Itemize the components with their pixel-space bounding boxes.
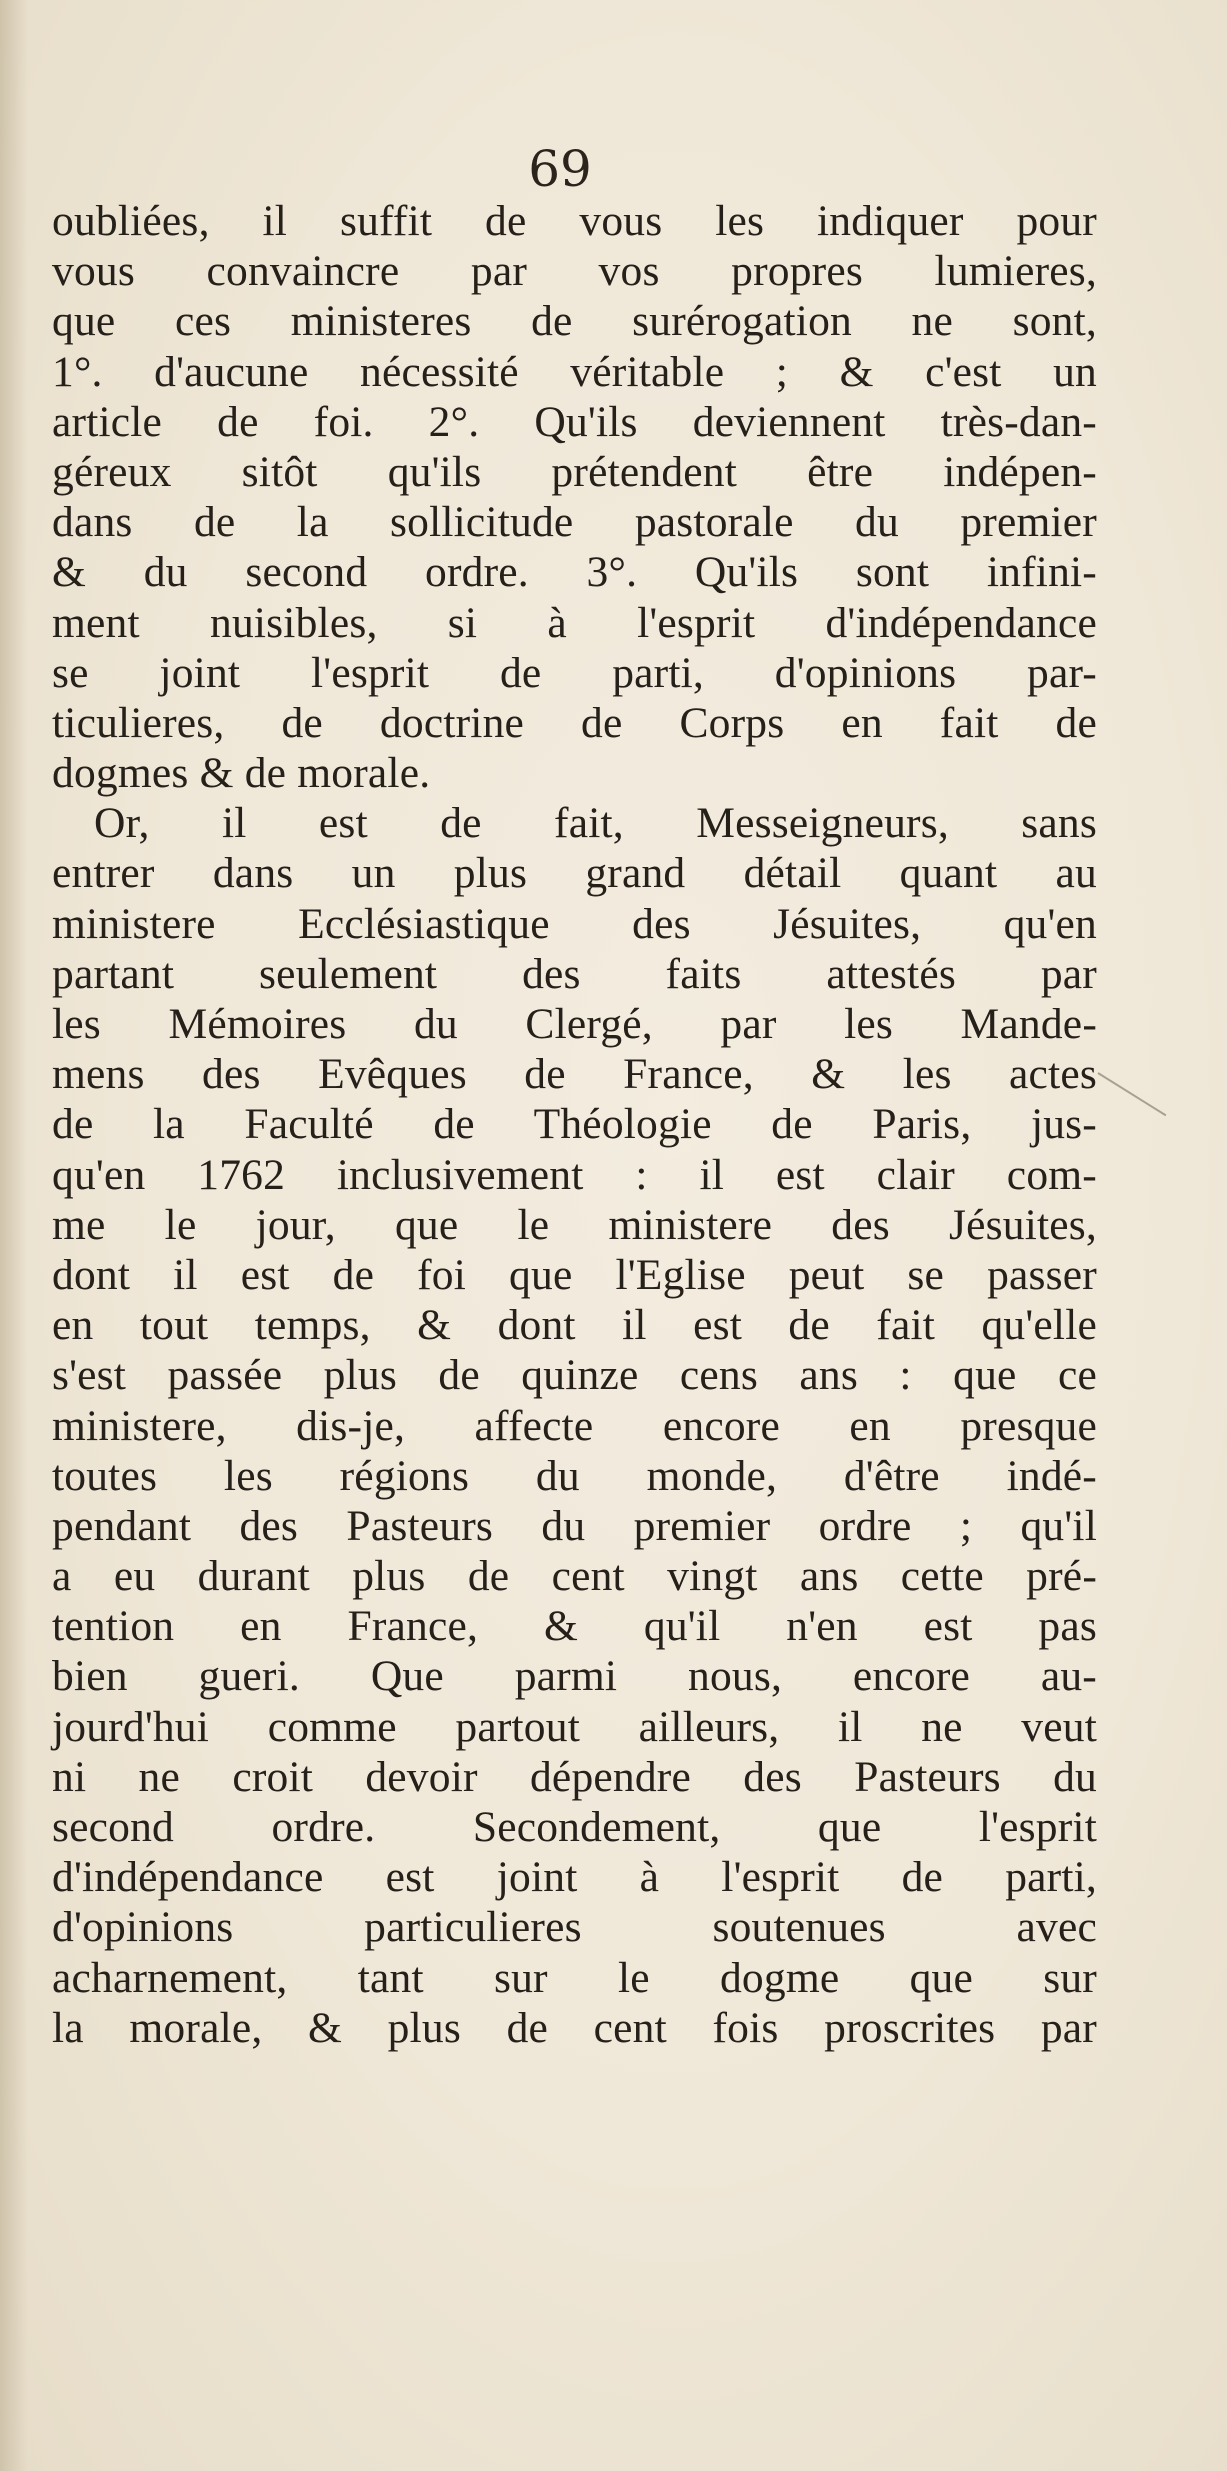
text-line: jourd'hui comme partout ailleurs, il ne veut bbox=[52, 1702, 1097, 1751]
text-line: les Mémoires du Clergé, par les Mande- bbox=[52, 1000, 1097, 1048]
text-line: d'opinions particulieres soutenues avec bbox=[52, 1903, 1097, 1952]
gutter-shadow bbox=[0, 0, 28, 2471]
text-line: second ordre. Secondement, que l'esprit bbox=[52, 1803, 1097, 1851]
text-line: bien gueri. Que parmi nous, encore au- bbox=[52, 1652, 1097, 1701]
text-line: s'est passée plus de quinze cens ans : que ce bbox=[52, 1351, 1097, 1400]
text-line: oubliées, il suffit de vous les indiquer pour bbox=[52, 197, 1097, 245]
text-line: partant seulement des faits attestés par bbox=[52, 949, 1097, 998]
text-line: qu'en 1762 inclusivement : il est clair com- bbox=[52, 1150, 1097, 1199]
text-line: géreux sitôt qu'ils prétendent être indépen- bbox=[52, 447, 1097, 496]
text-line: a eu durant plus de cent vingt ans cette pré- bbox=[52, 1552, 1097, 1601]
text-line: Or, il est de fait, Messeigneurs, sans bbox=[94, 799, 1097, 848]
text-line: la morale, & plus de cent fois proscrites par bbox=[52, 2003, 1097, 2052]
text-line: de la Faculté de Théologie de Paris, jus- bbox=[52, 1100, 1097, 1149]
text-line: mens des Evêques de France, & les actes bbox=[52, 1050, 1097, 1099]
text-line: d'indépendance est joint à l'esprit de parti, bbox=[52, 1853, 1097, 1902]
text-line: & du second ordre. 3°. Qu'ils sont infini- bbox=[52, 548, 1097, 597]
text-line: dogmes & de morale. bbox=[52, 749, 431, 798]
text-line: me le jour, que le ministere des Jésuites, bbox=[52, 1200, 1097, 1249]
text-line: article de foi. 2°. Qu'ils deviennent très-dan- bbox=[52, 397, 1097, 446]
page-number: 69 bbox=[528, 140, 592, 198]
text-line: entrer dans un plus grand détail quant au bbox=[52, 849, 1097, 898]
text-line: que ces ministeres de surérogation ne sont, bbox=[52, 297, 1097, 346]
text-line: tention en France, & qu'il n'en est pas bbox=[52, 1602, 1097, 1651]
text-line: ment nuisibles, si à l'esprit d'indépendance bbox=[52, 598, 1097, 647]
text-line: dont il est de foi que l'Eglise peut se passer bbox=[52, 1250, 1097, 1299]
margin-pencil-mark bbox=[1097, 1072, 1166, 1116]
text-line: 1°. d'aucune nécessité véritable ; & c'est un bbox=[52, 347, 1097, 396]
text-line: ni ne croit devoir dépendre des Pasteurs du bbox=[52, 1752, 1097, 1801]
text-line: ticulieres, de doctrine de Corps en fait de bbox=[52, 698, 1097, 747]
text-line: dans de la sollicitude pastorale du premier bbox=[52, 498, 1097, 547]
text-line: en tout temps, & dont il est de fait qu'elle bbox=[52, 1301, 1097, 1350]
text-line: vous convaincre par vos propres lumieres, bbox=[52, 247, 1097, 296]
text-line: ministere Ecclésiastique des Jésuites, qu'en bbox=[52, 899, 1097, 948]
text-line: pendant des Pasteurs du premier ordre ; qu'il bbox=[52, 1501, 1097, 1550]
text-line: ministere, dis-je, affecte encore en presque bbox=[52, 1401, 1097, 1450]
body-text bbox=[52, 196, 1097, 2053]
text-line: toutes les régions du monde, d'être indé- bbox=[52, 1451, 1097, 1500]
text-line: se joint l'esprit de parti, d'opinions par- bbox=[52, 648, 1097, 697]
text-line: acharnement, tant sur le dogme que sur bbox=[52, 1953, 1097, 2002]
